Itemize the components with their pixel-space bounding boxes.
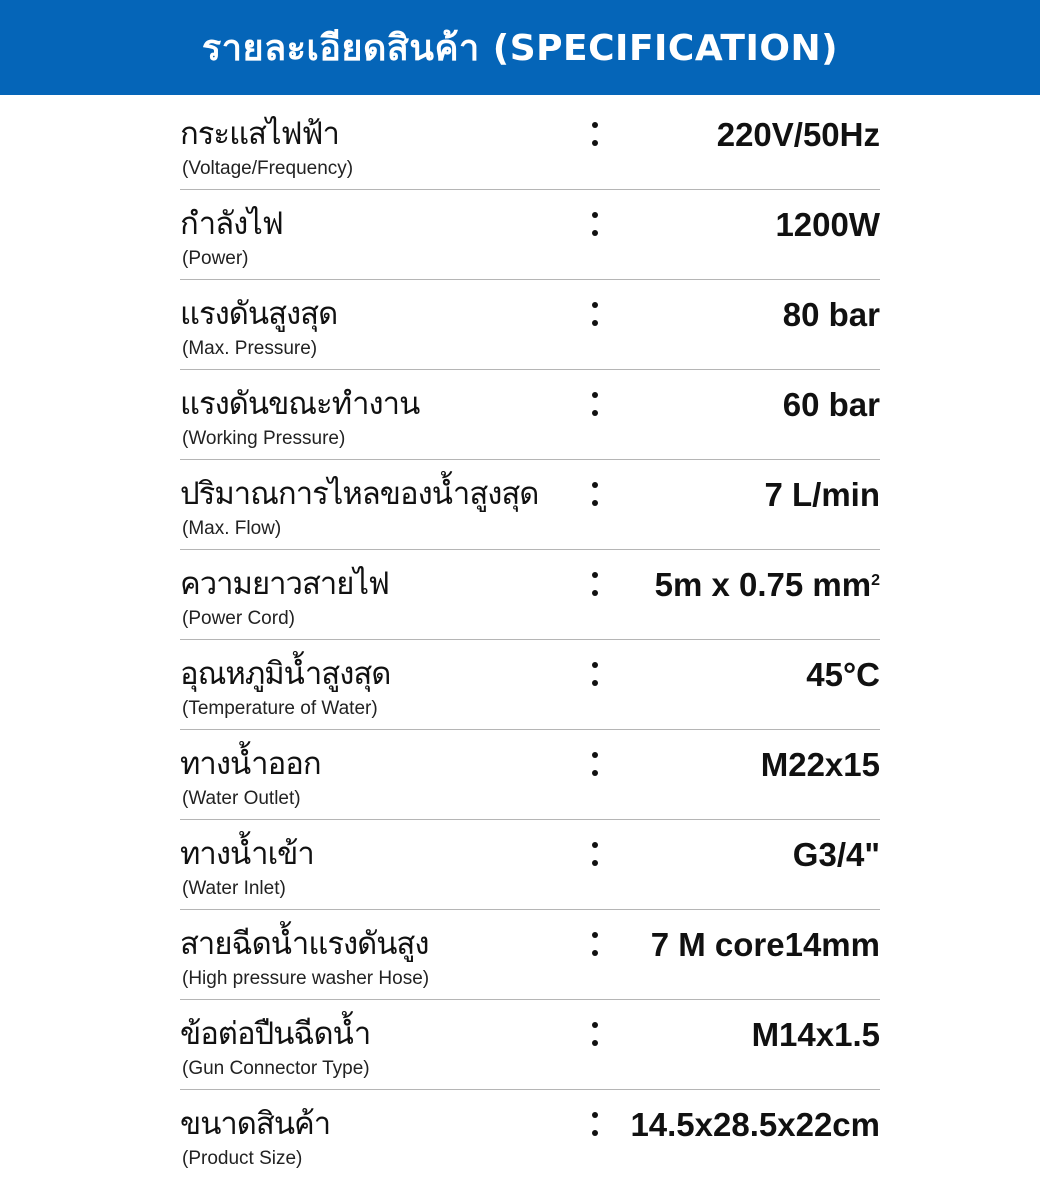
spec-label-th: อุณหภูมิน้ำสูงสุด bbox=[180, 656, 391, 692]
spec-label-en: (Power Cord) bbox=[182, 608, 295, 629]
spec-value: G3/4" bbox=[792, 836, 880, 873]
spec-label-th: ทางน้ำเข้า bbox=[180, 836, 314, 872]
spec-label-en: (Temperature of Water) bbox=[182, 698, 378, 719]
spec-value: 7 L/min bbox=[764, 476, 880, 513]
spec-row-max-pressure bbox=[180, 280, 880, 370]
spec-label-en: (Max. Pressure) bbox=[182, 338, 318, 359]
colon-separator bbox=[590, 926, 600, 960]
spec-label-th: แรงดันขณะทำงาน bbox=[180, 386, 420, 422]
spec-table bbox=[180, 100, 880, 1180]
colon-separator bbox=[590, 296, 600, 330]
spec-label-th: ปริมาณการไหลของน้ำสูงสุด bbox=[180, 476, 539, 512]
spec-label-en: (Max. Flow) bbox=[182, 518, 282, 539]
colon-separator bbox=[590, 1106, 600, 1140]
colon-separator bbox=[590, 476, 600, 510]
spec-row-gun-connector bbox=[180, 1000, 880, 1090]
spec-value bbox=[655, 566, 880, 604]
spec-row-water-temperature bbox=[180, 640, 880, 730]
spec-row-voltage bbox=[180, 100, 880, 190]
colon-separator bbox=[590, 206, 600, 240]
colon-separator bbox=[590, 386, 600, 420]
spec-row-product-size bbox=[180, 1090, 880, 1180]
spec-value: M22x15 bbox=[760, 746, 880, 783]
spec-label-th: กำลังไฟ bbox=[180, 206, 283, 242]
spec-value: 7 M core14mm bbox=[650, 926, 880, 963]
colon-separator bbox=[590, 746, 600, 780]
spec-label-en: (Water Outlet) bbox=[182, 788, 301, 809]
spec-row-working-pressure bbox=[180, 370, 880, 460]
spec-value: 60 bar bbox=[782, 386, 880, 423]
header-banner bbox=[0, 0, 1040, 95]
spec-row-max-flow bbox=[180, 460, 880, 550]
spec-label-th: สายฉีดน้ำแรงดันสูง bbox=[180, 926, 429, 962]
spec-value: 80 bar bbox=[782, 296, 880, 333]
spec-value: 14.5x28.5x22cm bbox=[630, 1106, 880, 1143]
spec-row-power bbox=[180, 190, 880, 280]
spec-row-power-cord bbox=[180, 550, 880, 640]
colon-separator bbox=[590, 1016, 600, 1050]
spec-label-en: (Working Pressure) bbox=[182, 428, 346, 449]
spec-label-en: (Power) bbox=[182, 248, 249, 269]
spec-value: M14x1.5 bbox=[751, 1016, 880, 1053]
colon-separator bbox=[590, 836, 600, 870]
spec-label-en: (Product Size) bbox=[182, 1148, 303, 1169]
spec-value-text: 5m x 0.75 mm bbox=[654, 566, 872, 603]
spec-label-th: กระแสไฟฟ้า bbox=[180, 116, 339, 152]
spec-row-water-inlet bbox=[180, 820, 880, 910]
spec-row-water-outlet bbox=[180, 730, 880, 820]
spec-value: 45°C bbox=[806, 656, 880, 693]
spec-label-th: แรงดันสูงสุด bbox=[180, 296, 338, 332]
spec-label-en: (High pressure washer Hose) bbox=[182, 968, 430, 989]
spec-label-en: (Gun Connector Type) bbox=[182, 1058, 370, 1079]
spec-label-th: ทางน้ำออก bbox=[180, 746, 321, 782]
spec-label-th: ความยาวสายไฟ bbox=[180, 566, 389, 602]
spec-value-superscript: 2 bbox=[871, 572, 880, 589]
page-title: รายละเอียดสินค้า (SPECIFICATION) bbox=[201, 28, 839, 69]
spec-row-hose bbox=[180, 910, 880, 1000]
colon-separator bbox=[590, 566, 600, 600]
spec-label-en: (Voltage/Frequency) bbox=[182, 158, 354, 179]
spec-label-en: (Water Inlet) bbox=[182, 878, 286, 899]
spec-value: 220V/50Hz bbox=[716, 116, 880, 153]
spec-label-th: ข้อต่อปืนฉีดน้ำ bbox=[180, 1016, 371, 1052]
spec-value: 1200W bbox=[775, 206, 880, 243]
colon-separator bbox=[590, 116, 600, 150]
colon-separator bbox=[590, 656, 600, 690]
spec-label-th: ขนาดสินค้า bbox=[180, 1106, 331, 1142]
